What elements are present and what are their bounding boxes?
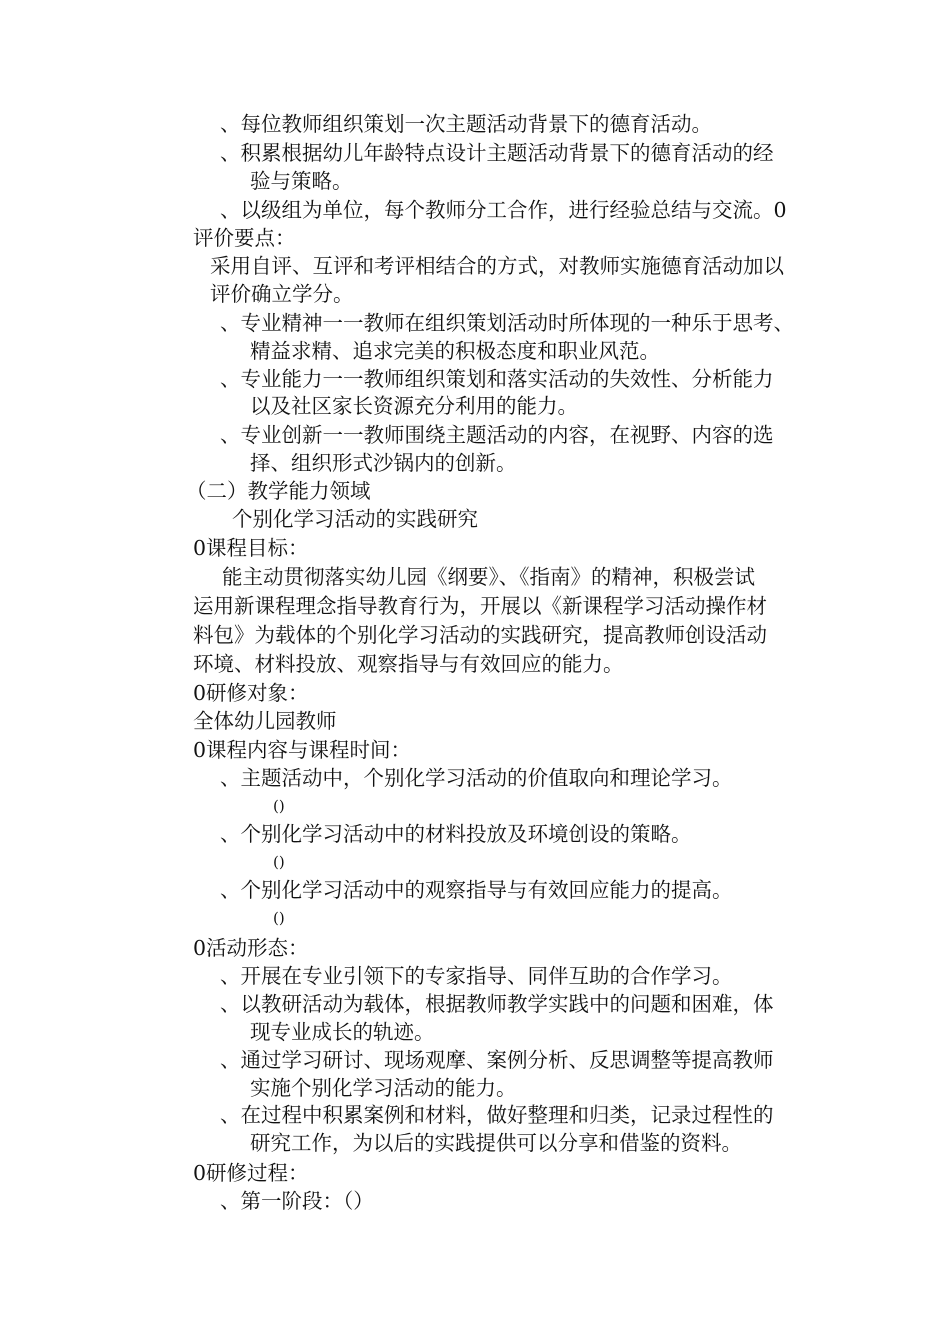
- course-title: 个别化学习活动的实践研究: [232, 507, 478, 531]
- subheading: 0研修过程：: [193, 1161, 309, 1185]
- text-line: 、开展在专业引领下的专家指导、同伴互助的合作学习。: [220, 964, 733, 988]
- text-line: 、每位教师组织策划一次主题活动背景下的德育活动。: [220, 112, 712, 136]
- text-line: 料包》为载体的个别化学习活动的实践研究，提高教师创设活动: [193, 623, 767, 647]
- text-line: 现专业成长的轨迹。: [250, 1020, 435, 1044]
- text-line: 、积累根据幼儿年龄特点设计主题活动背景下的德育活动的经: [220, 141, 774, 165]
- text-line: 评价确立学分。: [210, 282, 354, 306]
- subheading: 0课程目标：: [193, 536, 309, 560]
- subheading: 0活动形态：: [193, 936, 309, 960]
- text-line: 评价要点：: [193, 226, 296, 250]
- text-line: 、专业能力一一教师组织策划和落实活动的失效性、分析能力: [220, 367, 774, 391]
- text-line: 、第一阶段：（）: [220, 1189, 374, 1213]
- text-line: 、以级组为单位，每个教师分工合作，进行经验总结与交流。0: [220, 198, 787, 222]
- text-line: 、专业精神一一教师在组织策划活动时所体现的一种乐于思考、: [220, 311, 794, 335]
- text-line: 择、组织形式沙锅内的创新。: [250, 451, 517, 475]
- text-line: 、主题活动中，个别化学习活动的价值取向和理论学习。: [220, 766, 733, 790]
- text-line: 验与策略。: [250, 169, 353, 193]
- text-line: 实施个别化学习活动的能力。: [250, 1076, 517, 1100]
- text-line: 精益求精、追求完美的积极态度和职业风范。: [250, 339, 660, 363]
- text-line: 运用新课程理念指导教育行为，开展以《新课程学习活动操作材: [193, 594, 767, 618]
- text-line: 、个别化学习活动中的材料投放及环境创设的策略。: [220, 822, 692, 846]
- section-heading: （二）教学能力领域: [186, 479, 371, 503]
- text-line: 采用自评、互评和考评相结合的方式，对教师实施德育活动加以: [210, 254, 784, 278]
- text-line: 、在过程中积累案例和材料，做好整理和归类，记录过程性的: [220, 1103, 774, 1127]
- parentheses: (): [273, 909, 285, 927]
- text-line: 以及社区家长资源充分利用的能力。: [250, 394, 578, 418]
- subheading: 0课程内容与课程时间：: [193, 738, 412, 762]
- text-line: 、专业创新一一教师围绕主题活动的内容，在视野、内容的选: [220, 423, 774, 447]
- parentheses: (): [273, 853, 285, 871]
- text-line: 研究工作，为以后的实践提供可以分享和借鉴的资料。: [250, 1131, 742, 1155]
- text-line: 、个别化学习活动中的观察指导与有效回应能力的提高。: [220, 878, 733, 902]
- text-line: 全体幼儿园教师: [193, 709, 337, 733]
- text-line: 环境、材料投放、观察指导与有效回应的能力。: [193, 652, 624, 676]
- text-line: 能主动贯彻落实幼儿园《纲要》、《指南》的精神，积极尝试: [222, 565, 755, 589]
- text-line: 、以教研活动为载体，根据教师教学实践中的问题和困难，体: [220, 992, 774, 1016]
- parentheses: (): [273, 797, 285, 815]
- subheading: 0研修对象：: [193, 681, 309, 705]
- text-line: 、通过学习研讨、现场观摩、案例分析、反思调整等提高教师: [220, 1048, 774, 1072]
